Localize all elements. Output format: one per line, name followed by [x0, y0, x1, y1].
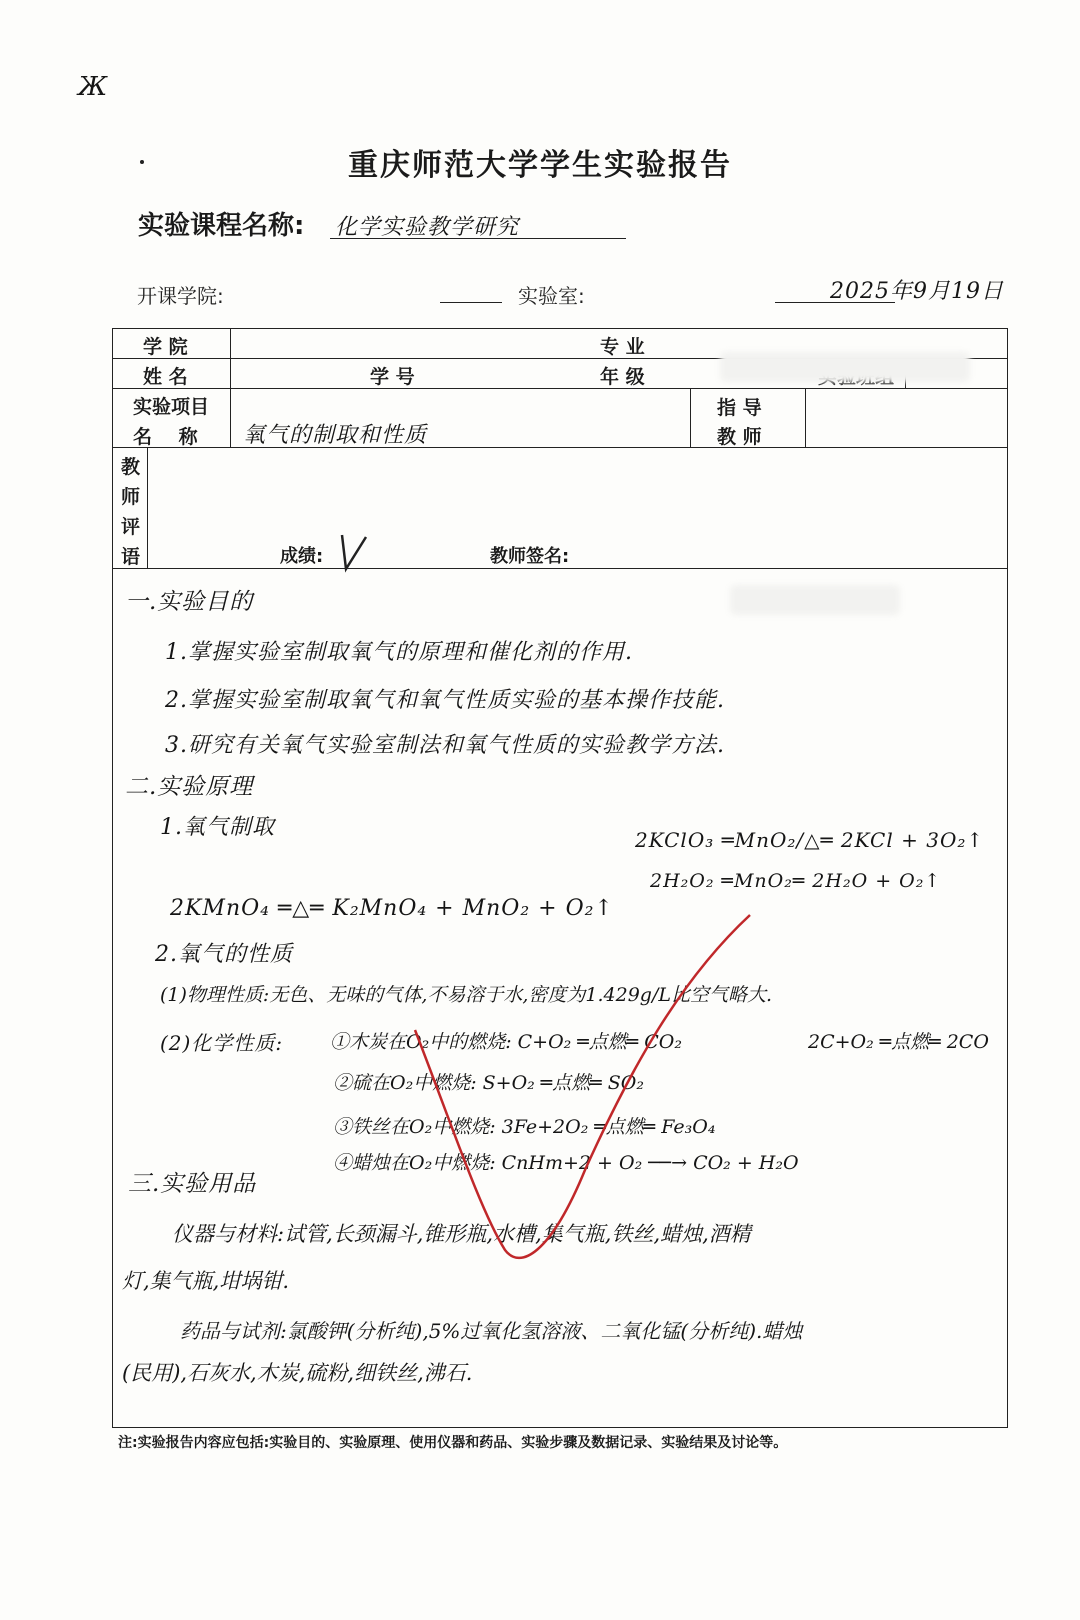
equation-kclo3: 2KClO₃ ═MnO₂/△═ 2KCl + 3O₂↑ [635, 828, 985, 852]
college-cell-label: 学 院 [143, 336, 188, 358]
table-row-line-4 [112, 568, 1008, 569]
table-left-border [112, 328, 113, 1427]
redaction-blot [730, 585, 900, 615]
reagents-line-1: 药品与试剂:氯酸钾(分析纯),5%过氧化氢溶液、二氧化锰(分析纯).蜡烛 [180, 1319, 803, 1343]
comment-label-3: 评 [121, 516, 141, 538]
reaction-carbon: ①木炭在O₂中的燃烧: C+O₂ ═点燃═ CO₂ [330, 1031, 682, 1053]
reagents-line-2: (民用),石灰水,木炭,硫粉,细铁丝,沸石. [122, 1361, 473, 1385]
project-cell-label-1: 实验项目 [133, 396, 210, 418]
lab-label: 实验室: [518, 284, 585, 308]
section-3-title: 三.实验用品 [128, 1171, 257, 1197]
comment-label-divider [147, 447, 148, 568]
grade-cell-label: 年 级 [600, 366, 645, 388]
reaction-iron: ③铁丝在O₂中燃烧: 3Fe+2O₂ ═点燃═ Fe₃O₄ [333, 1116, 716, 1138]
redaction-blot [720, 352, 970, 382]
signature-label: 教师签名: [490, 546, 570, 567]
report-date: 2025年9月19日 [830, 279, 1004, 304]
reaction-candle: ④蜡烛在O₂中燃烧: CnHm+2 + O₂ ──→ CO₂ + H₂O [333, 1152, 799, 1174]
instruments-line-2: 灯,集气瓶,坩埚钳. [122, 1269, 290, 1293]
student-no-cell-label: 学 号 [370, 366, 415, 388]
section-2-title: 二.实验原理 [125, 774, 254, 800]
comment-label-4: 语 [121, 546, 141, 568]
chemical-properties-label: (2)化学性质: [160, 1031, 284, 1055]
report-title: 重庆师范大学学生实验报告 [348, 148, 732, 183]
instruments-line-1: 仪器与材料:试管,长颈漏斗,锥形瓶,水槽,集气瓶,铁丝,蜡烛,酒精 [172, 1222, 751, 1246]
score-mark [338, 525, 370, 579]
course-name-value: 化学实验教学研究 [335, 215, 520, 240]
table-top-line [112, 328, 1008, 329]
objective-3: 3.研究有关氧气实验室制法和氧气性质的实验教学方法. [165, 733, 725, 758]
table-label-col-divider [230, 328, 231, 447]
objective-1: 1.掌握实验室制取氧气的原理和催化剂的作用. [165, 640, 633, 665]
advisor-cell-label-1: 指 导 [717, 397, 762, 419]
oxygen-preparation-heading: 1.氧气制取 [160, 815, 275, 840]
course-underline [330, 238, 626, 239]
advisor-value-divider [805, 388, 806, 447]
reaction-sulfur: ②硫在O₂中燃烧: S+O₂ ═点燃═ SO₂ [333, 1072, 644, 1094]
corner-handwritten-mark: Ж [78, 72, 109, 102]
advisor-col-divider [690, 388, 691, 447]
section-1-title: 一.实验目的 [125, 589, 254, 615]
table-right-border [1007, 328, 1008, 1427]
comment-label-1: 教 [121, 456, 141, 478]
advisor-cell-label-2: 教 师 [717, 426, 762, 448]
project-cell-label-2: 名 称 [133, 426, 208, 448]
college-underline [440, 302, 502, 303]
comment-label-2: 师 [121, 486, 141, 508]
red-check-mark [410, 910, 770, 1274]
equation-h2o2: 2H₂O₂ ═MnO₂═ 2H₂O + O₂↑ [650, 870, 942, 892]
equation-kmno4: 2KMnO₄ ═△═ K₂MnO₄ + MnO₂ + O₂↑ [170, 896, 614, 921]
physical-properties: (1)物理性质:无色、无味的气体,不易溶于水,密度为1.429g/L比空气略大. [160, 984, 773, 1006]
major-cell-label: 专 业 [600, 336, 645, 358]
reaction-carbon-incomplete: 2C+O₂ ═点燃═ 2CO [808, 1031, 989, 1053]
oxygen-properties-heading: 2.氧气的性质 [155, 942, 293, 967]
footnote: 注:实验报告内容应包括:实验目的、实验原理、使用仪器和药品、实验步骤及数据记录、实验结果及讨论等。 [118, 1435, 788, 1451]
table-bottom-line [112, 1427, 1008, 1428]
project-name-value: 氧气的制取和性质 [243, 423, 428, 448]
score-label: 成绩: [280, 546, 324, 567]
name-cell-label: 姓 名 [143, 366, 188, 388]
course-name-label: 实验课程名称: [138, 211, 305, 241]
college-label: 开课学院: [137, 284, 224, 308]
objective-2: 2.掌握实验室制取氧气和氧气性质实验的基本操作技能. [165, 688, 725, 713]
